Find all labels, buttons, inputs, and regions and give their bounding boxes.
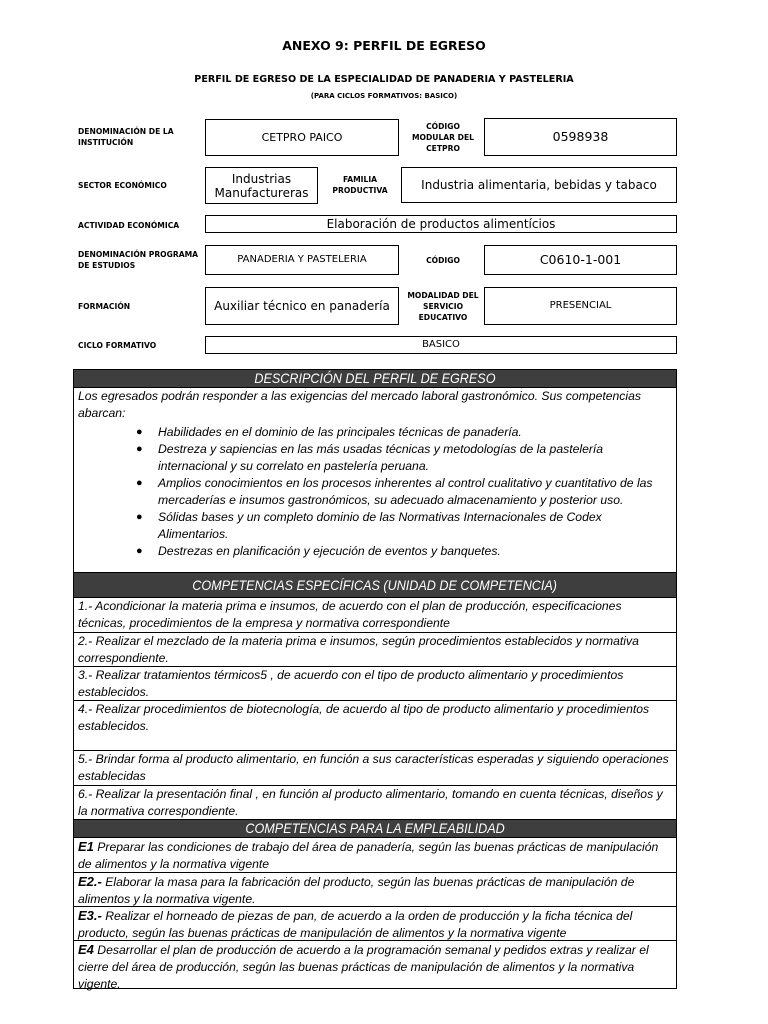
empleabilidad-code: E1 (78, 839, 94, 854)
empleabilidad-row: E1 Preparar las condiciones de trabajo del área de panadería, según las buenas prácticas de manipulación de alimentos y la normativa vigente (74, 838, 676, 873)
familia-label: FAMILIA PRODUCTIVA (332, 175, 388, 195)
codigo-value: C0610-1-001 (484, 245, 677, 275)
empleabilidad-row: E4 Desarrollar el plan de producción de acuerdo a la programación semanal y pedidos extras y realizar el cierre del área de producción, según las buenas prácticas de manipulación de alimentos y la normativa vigente. (78, 942, 649, 991)
competencia-row: 6.- Realizar la presentación final , en función al producto alimentario, tomando en cuenta técnicas, diseños y la normativa correspondiente. (74, 786, 676, 820)
descripcion-cell (74, 388, 676, 573)
formacion-value: Auxiliar técnico en panadería (205, 287, 399, 325)
document-subnote: (PARA CICLOS FORMATIVOS: BASICO) (310, 92, 458, 100)
list-item: ● Habilidades en el dominio de las principales técnicas de panadería. (136, 425, 522, 439)
competencia-row: 1.- Acondicionar la materia prima e insumos, de acuerdo con el plan de producción, especificaciones técnicas, procedimientos de la empresa y normativa correspondiente (74, 598, 676, 633)
list-item: ● Sólidas bases y un completo dominio de las Normativas Internacionales de Codex Alimentarios. (136, 510, 602, 541)
empleabilidad-row: E2.- Elaborar la masa para la fabricación del producto, según las buenas prácticas de manipulación de alimentos y la normativa vigente. (74, 873, 676, 907)
actividad-value: Elaboración de productos alimentícios (205, 215, 677, 233)
competencias-heading: COMPETENCIAS ESPECÍFICAS (UNIDAD DE COMPETENCIA) (74, 573, 676, 598)
empleabilidad-code: E3.- (78, 908, 102, 923)
descripcion-list (78, 424, 672, 560)
competencia-row: 3.- Realizar tratamientos térmicos5 , de acuerdo con el tipo de producto alimentario y procedimientos establecidos. (74, 667, 676, 701)
descripcion-heading: DESCRIPCIÓN DEL PERFIL DE EGRESO (74, 370, 676, 388)
programa-label: DENOMINACIÓN PROGRAMA DE ESTUDIOS (78, 250, 199, 270)
document-title: ANEXO 9: PERFIL DE EGRESO (282, 38, 486, 53)
familia-value: Industria alimentaria, bebidas y tabaco (401, 167, 677, 203)
ciclo-value: BASICO (205, 336, 677, 354)
sector-label: SECTOR ECONÓMICO (78, 180, 167, 190)
bullet-icon: ● (136, 443, 143, 455)
empleabilidad-heading: COMPETENCIAS PARA LA EMPLEABILIDAD (74, 820, 676, 838)
list-item: ● Amplios conocimientos en los procesos inherentes al control cualitativo y cuantitativo de las mercaderías e insumos gastronómicos, su adecuado almacenamiento y posterior uso. (136, 476, 653, 507)
codigo-modular-value: 0598938 (484, 118, 677, 156)
bullet-icon: ● (136, 426, 143, 438)
codigo-label: CÓDIGO (426, 255, 460, 265)
document-subtitle: PERFIL DE EGRESO DE LA ESPECIALIDAD DE PANADERIA Y PASTELERIA (194, 74, 574, 85)
formacion-label: FORMACIÓN (78, 301, 131, 311)
empleabilidad-row: E3.- Realizar el horneado de piezas de pan, de acuerdo a la orden de producción y la ficha técnica del producto, según las buenas prácticas de manipulación de alimentos y la normativa vigente (74, 907, 676, 941)
perfil-table (73, 369, 677, 989)
modalidad-label: MODALIDAD DEL SERVICIO EDUCATIVO (407, 290, 479, 322)
institucion-value: CETPRO PAICO (205, 119, 399, 156)
bullet-icon: ● (136, 545, 143, 557)
competencia-row: 2.- Realizar el mezclado de la materia prima e insumos, según procedimientos establecidos y normativa correspondiente. (74, 633, 676, 667)
empleabilidad-code: E2.- (78, 874, 102, 889)
descripcion-intro: Los egresados podrán responder a las exigencias del mercado laboral gastronómico. Sus competencias abarcan: (78, 389, 641, 420)
list-item: ● Destrezas en planificación y ejecución de eventos y banquetes. (136, 544, 501, 558)
bullet-icon: ● (136, 511, 143, 523)
ciclo-label: CICLO FORMATIVO (78, 340, 157, 350)
empleabilidad-code: E4 (78, 942, 94, 957)
competencia-row: 4.- Realizar procedimientos de biotecnología, de acuerdo al tipo de producto alimentario y procedimientos establecidos. (74, 701, 676, 751)
bullet-icon: ● (136, 477, 143, 489)
actividad-label: ACTIVIDAD ECONÓMICA (78, 220, 180, 230)
list-item: ● Destreza y sapiencias en las más usadas técnicas y metodologías de la pastelería internacional y su correlato en pastelería peruana. (136, 442, 604, 473)
codigo-modular-label: CÓDIGO MODULAR DEL CETPRO (411, 121, 475, 153)
sector-value: Industrias Manufactureras (205, 167, 318, 204)
competencia-row: 5.- Brindar forma al producto alimentario, en función a sus características esperadas y siguiendo operaciones establecidas (74, 751, 676, 786)
institucion-label: DENOMINACIÓN DE LA INSTITUCIÓN (78, 127, 174, 147)
programa-value: PANADERIA Y PASTELERIA (205, 245, 399, 275)
modalidad-value: PRESENCIAL (484, 287, 677, 325)
